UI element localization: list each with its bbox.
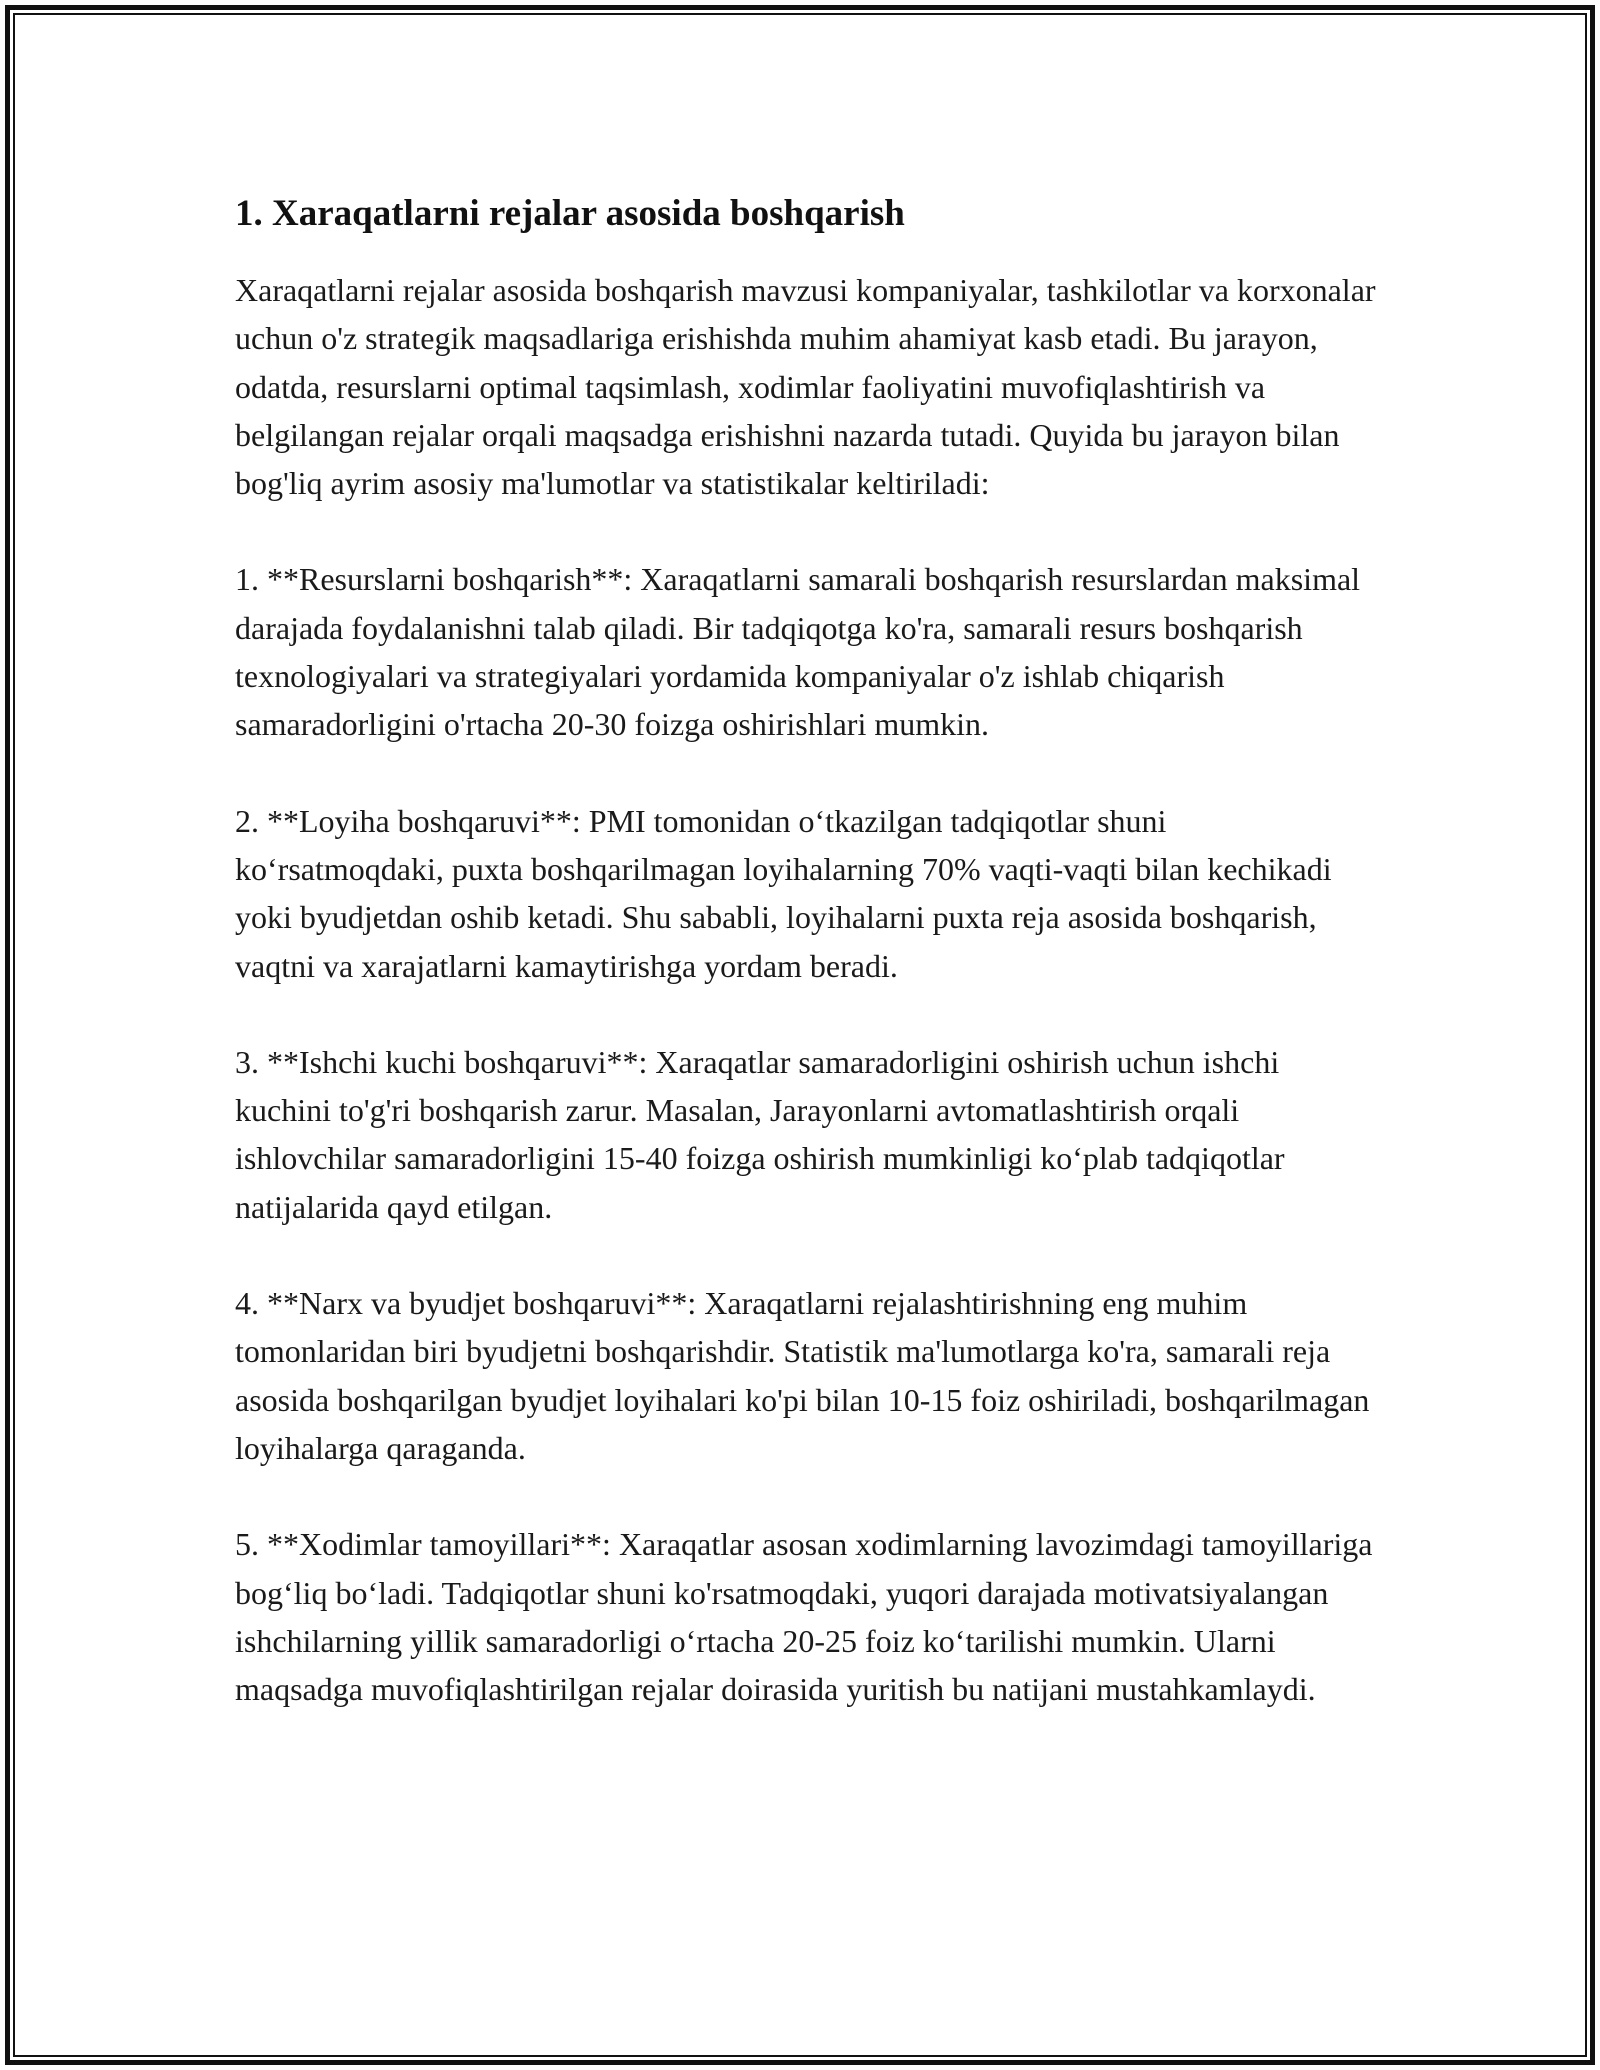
document-title: 1. Xaraqatlarni rejalar asosida boshqarish (235, 193, 905, 234)
employee-principles-paragraph: 5. **Xodimlar tamoyillari**: Xaraqatlar asosan xodimlarning lavozimdagi tamoyillariga bog‘liq bo‘ladi. Tadqiqotlar shuni ko'rsatmoqdaki, yuqori darajada motivatsiyalangan ishchilarning yillik samaradorligi o‘rtacha 20-25 foiz ko‘tarilishi mumkin. Ularni maqsadga muvofiqlashtirilgan rejalar doirasida yuritish bu natijani mustahkamlaydi. (235, 1526, 1373, 1708)
workforce-management-paragraph: 3. **Ishchi kuchi boshqaruvi**: Xaraqatlar samaradorligini oshirish uchun ishchi kuchini to'g'ri boshqarish zarur. Masalan, Jarayonlarni avtomatlashtirish orqali ishlovchilar samaradorligini 15-40 foizga oshirish mumkinligi ko‘plab tadqiqotlar natijalarida qayd etilgan. (235, 1043, 1285, 1225)
budget-management-paragraph: 4. **Narx va byudjet boshqaruvi**: Xaraqatlarni rejalashtirishning eng muhim tomonlaridan biri byudjetni boshqarishdir. Statistik ma'lumotlarga ko'ra, samarali reja asosida boshqarilgan byudjet loyihalari ko'pi bilan 10-15 foiz oshiriladi, boshqarilmagan loyihalarga qaraganda. (235, 1285, 1370, 1466)
document-body (235, 184, 1380, 1761)
intro-paragraph: Xaraqatlarni rejalar asosida boshqarish mavzusi kompaniyalar, tashkilotlar va korxonalar uchun o'z strategik maqsadlariga erishishda muhim ahamiyat kasb etadi. Bu jarayon, odatda, resurslarni optimal taqsimlash, xodimlar faoliyatini muvofiqlashtirish va belgilangan rejalar orqali maqsadga erishishni nazarda tutadi. Quyida bu jarayon bilan bog'liq ayrim asosiy ma'lumotlar va statistikalar keltiriladi: (235, 272, 1376, 502)
project-management-paragraph: 2. **Loyiha boshqaruvi**: PMI tomonidan o‘tkazilgan tadqiqotlar shuni ko‘rsatmoqdaki, puxta boshqarilmagan loyihalarning 70% vaqti-vaqti bilan kechikadi yoki byudjetdan oshib ketadi. Shu sababli, loyihalarni puxta reja asosida boshqarish, vaqtni va xarajatlarni kamaytirishga yordam beradi. (235, 802, 1332, 984)
resource-management-paragraph: 1. **Resurslarni boshqarish**: Xaraqatlarni samarali boshqarish resurslardan maksimal darajada foydalanishni talab qiladi. Bir tadqiqotga ko'ra, samarali resurs boshqarish texnologiyalari va strategiyalari yordamida kompaniyalar o'z ishlab chiqarish samaradorligini o'rtacha 20-30 foizga oshirishlari mumkin. (235, 561, 1361, 743)
